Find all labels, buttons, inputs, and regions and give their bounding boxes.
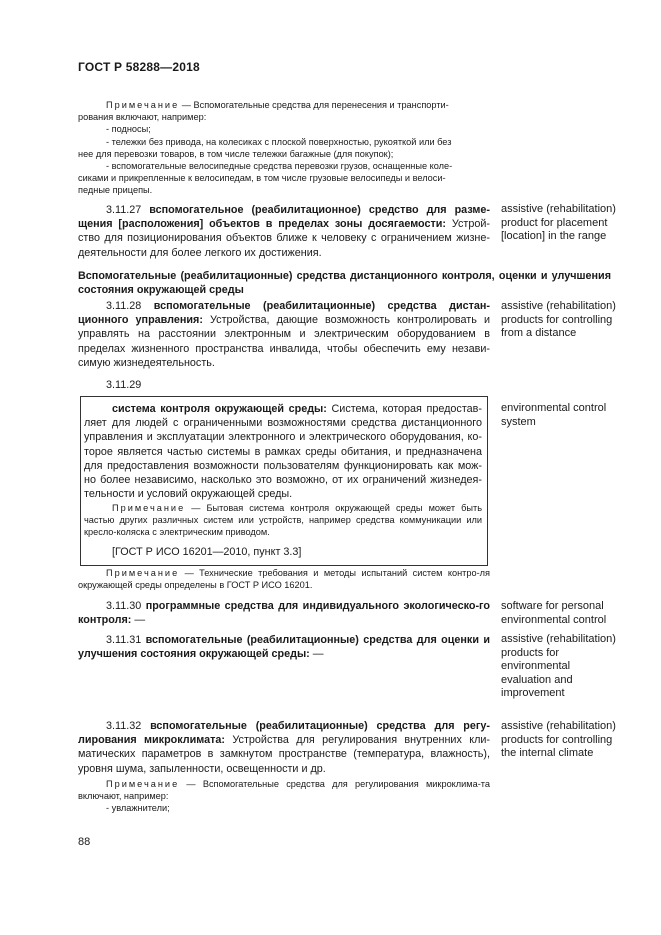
note-env-control — [78, 567, 490, 591]
note-label: Примечание — [106, 568, 180, 578]
term-entry-3-11-30 — [78, 599, 490, 627]
term-number: 3.11.29 — [106, 379, 142, 391]
section-heading: Вспомогательные (реабилитационные) средства дистанционного контроля, оценки и улучшения состояния окружающей среды — [78, 270, 611, 297]
source-reference: [ГОСТ Р ИСО 16201—2010, пункт 3.3] — [112, 546, 302, 558]
english-equivalent: assistive (rehabilitation) product for placement [location] in the range — [501, 203, 616, 242]
english-equivalent: assistive (rehabilitation) products for controlling the internal climate — [501, 720, 616, 759]
note-transport-aids — [78, 99, 490, 197]
note-label: Примечание — [106, 779, 180, 789]
note-item: - тележки без привода, на колесиках с плоской поверхностью, рукояткой или без — [106, 136, 452, 147]
note-item: - увлажнители; — [106, 803, 170, 814]
term-entry-3-11-27 — [78, 203, 490, 260]
term-definition: Система, которая предостав-ляет для людей с ограниченными возможностями средства дистанционного управления и эксплуатации электронного и электрического оборудования, ко-торое является частью системы в рамках среды обитания, и предназначена для предоставления возможности пользователям функционировать как мож-но более независимо, насколько это возможно, от их ограничений жизнедея-тельности и условий окружающей среды. — [84, 403, 482, 501]
page-number: 88 — [78, 836, 91, 848]
term-entry-3-11-32 — [78, 719, 490, 776]
note-item: - вспомогательные велосипедные средства перевозки грузов, оснащенные коле- — [106, 161, 453, 172]
term-entry-3-11-31 — [78, 633, 490, 661]
term-definition: Устройства для регулирования внутренних кли-матических параметров в замкнутом пространстве (температура, влажность), уровня шума, запыленности, освещенности и др. — [78, 734, 490, 775]
note-text: — Вспомогательные средства для регулирования микроклима-та включают, например: — [78, 779, 490, 802]
term-number: 3.11.30 — [106, 600, 142, 612]
note-text: — Технические требования и методы испытаний систем контро-ля окружающей среды определены в ГОСТ Р ИСО 16201. — [78, 568, 490, 591]
note-climate-aids — [78, 778, 490, 815]
note-item: - подносы; — [106, 124, 151, 135]
english-equivalent: environmental control system — [501, 402, 607, 428]
english-equivalent: assistive (rehabilitation) products for controlling from a distance — [501, 300, 616, 339]
term-title: система контроля окружающей среды: — [112, 403, 327, 415]
note-item-cont: педные прицепы. — [78, 185, 153, 196]
term-entry-3-11-29 — [84, 402, 482, 501]
term-definition: — — [309, 648, 324, 661]
term-title: вспомогательные (реабилитационные) средства дистан-ционного управления: — [78, 300, 491, 327]
term-number: 3.11.31 — [106, 634, 142, 646]
note-label: Примечание — [106, 100, 180, 110]
note-item-cont: нее для перевозки товаров, в том числе тележки багажные (для покупок); — [78, 148, 394, 159]
term-title: вспомогательные (реабилитационные) средства для оценки и улучшения состояния окружающей среды: — [78, 634, 490, 661]
term-definition: Устройства, дающие возможность контролировать и управлять на расстоянии электронным и электрическим оборудованием в пределах жизненного пространства инвалида, чтобы обеспечить ему незави-симую жизнедеятельность. — [78, 314, 490, 369]
term-number: 3.11.27 — [106, 204, 142, 216]
term-source — [84, 545, 482, 559]
english-equivalent: software for personal environmental control — [501, 600, 607, 626]
note-intro: — Вспомогательные средства для перенесения и транспорти- — [179, 100, 449, 110]
term-title: вспомогательные (реабилитационные) средства для регу-лирования микроклимата: — [78, 720, 491, 747]
term-note — [84, 502, 482, 539]
note-item-cont: сиками и прикрепленные к велосипедам, в том числе грузовые велосипеды и велоси- — [78, 173, 446, 184]
document-header: ГОСТ Р 58288—2018 — [78, 60, 200, 74]
term-title: программные средства для индивидуального экологическо-го контроля: — [78, 600, 490, 627]
term-definition: — — [131, 614, 146, 627]
note-label: Примечание — [112, 503, 186, 513]
term-entry-3-11-28 — [78, 299, 490, 370]
term-number-3-11-29 — [78, 378, 490, 392]
english-equivalent: assistive (rehabilitation) products for environmental evaluation and improvement — [501, 633, 616, 699]
term-title: вспомогательное (реабилитационное) средство для разме-щения [расположения] объектов в пределах зоны досягаемости: — [78, 204, 491, 231]
term-number: 3.11.32 — [106, 720, 142, 732]
note-text: — Бытовая система контроля окружающей среды может быть частью других различных систем или устройств, например средства коммуникации или кресло-коляска с электрическим приводом. — [84, 503, 482, 538]
term-definition: Устрой-ство для позиционирования объектов ближе к человеку с ограничением жизне-деятельности для более легкого их достижения. — [78, 218, 490, 259]
term-number: 3.11.28 — [106, 300, 142, 312]
note-intro-cont: рования включают, например: — [78, 112, 207, 123]
